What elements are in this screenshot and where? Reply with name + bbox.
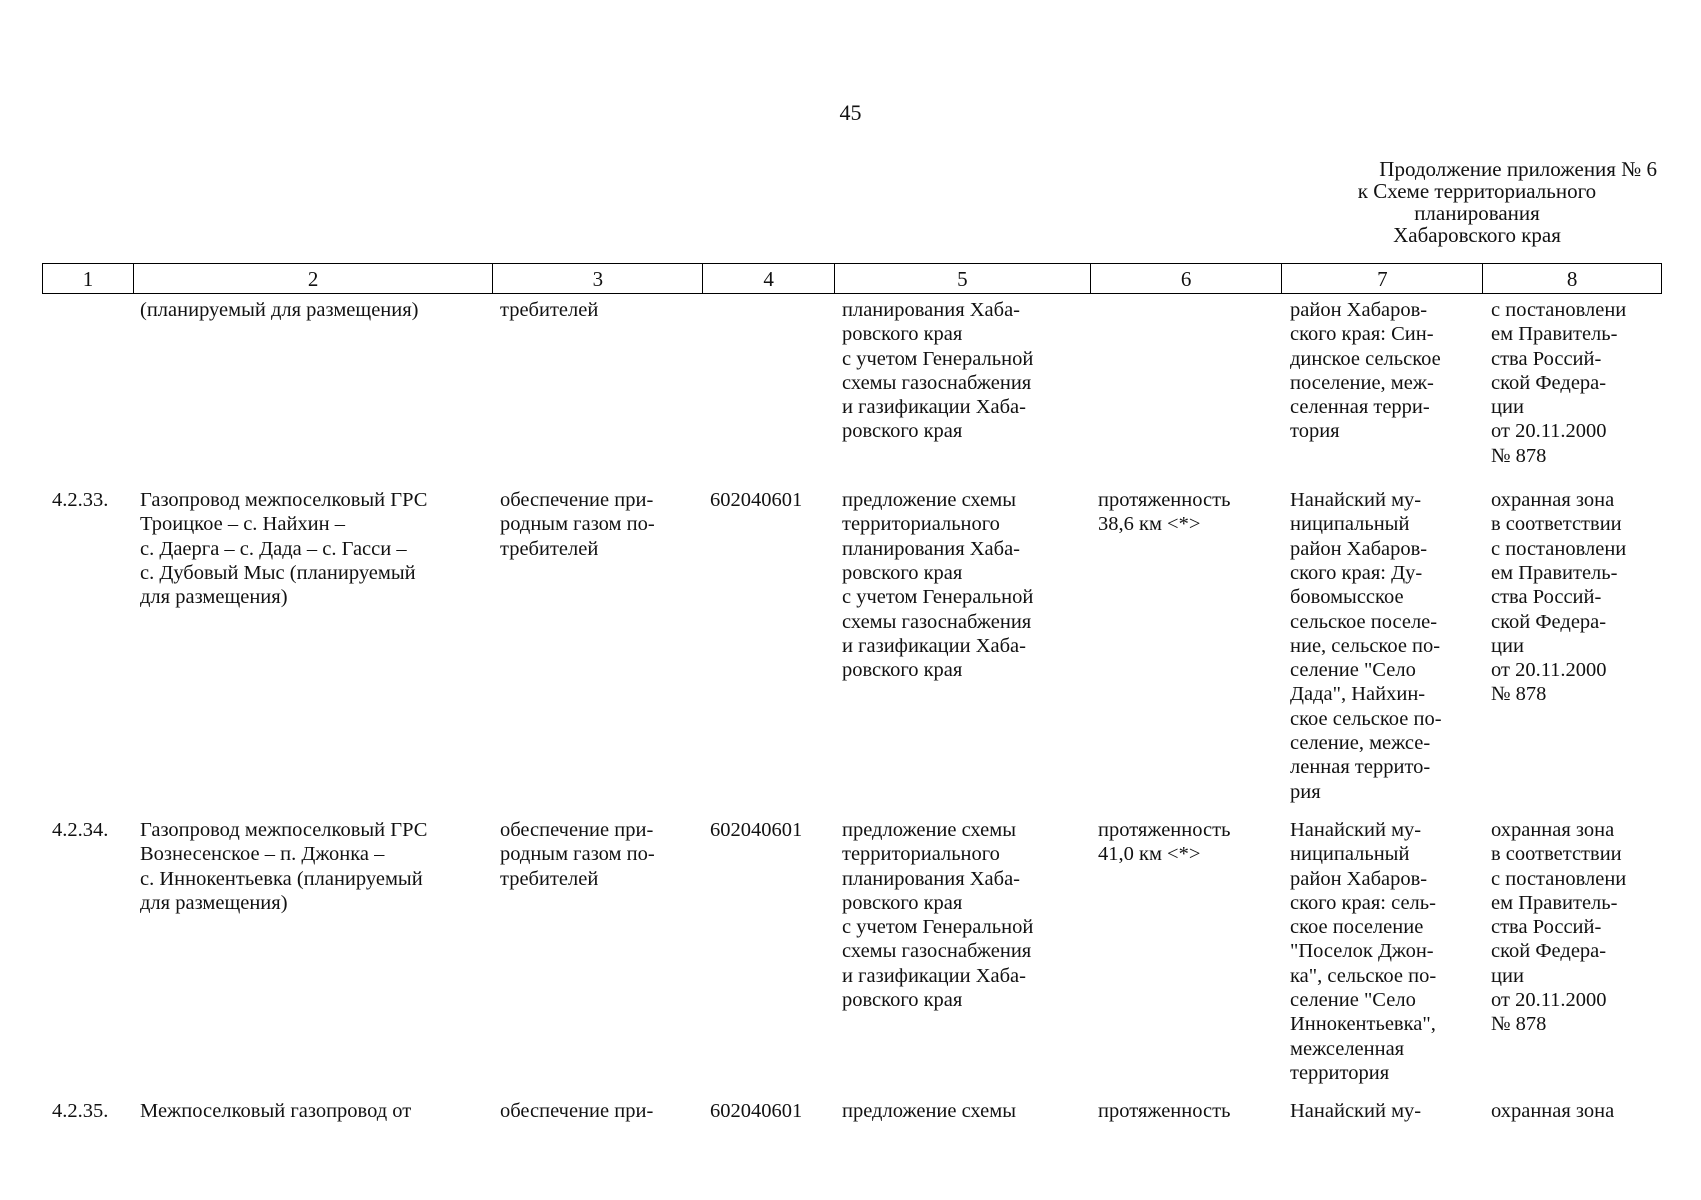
column-number-7: 7 (1281, 264, 1482, 293)
column-number-8: 8 (1482, 264, 1661, 293)
object-characteristics (1090, 298, 1282, 468)
column-number-2: 2 (133, 264, 493, 293)
object-name: Газопровод межпоселковый ГРС Вознесенское – п. Джонка – с. Иннокентьевка (планируемый для размещения) (140, 818, 428, 914)
object-purpose: обеспечение при- родным газом по- требителей (500, 489, 655, 560)
placement-basis: предложение схемы (842, 1100, 1017, 1123)
object-purpose: требителей (500, 299, 599, 321)
object-code (702, 298, 834, 468)
row-number: 4.2.33. (52, 489, 109, 512)
placement-basis: планирования Хаба- ровского края с учетом Генеральной схемы газоснабжения и газификации Хаба- ровского края (842, 299, 1034, 443)
table-row (42, 818, 1662, 1085)
table-body (42, 298, 1662, 1124)
object-location: Нанайский му- ниципальный район Хабаров- ского края: сель- ское поселение "Поселок Джон- ка", сельское по- селение "Село Иннокентьевка", межселенная территория (1290, 818, 1437, 1084)
column-number-3: 3 (492, 264, 702, 293)
appendix-header-line-1: Продолжение приложения № 6 (1379, 157, 1657, 181)
placement-basis: предложение схемы территориального планирования Хаба- ровского края с учетом Генеральной схемы газоснабжения и газификации Хаба- ровского края (842, 489, 1034, 682)
appendix-header-line-4: Хабаровского края (1393, 223, 1561, 247)
object-code: 602040601 (710, 1100, 803, 1123)
object-name: (планируемый для размещения) (140, 299, 419, 321)
row-number (42, 298, 132, 468)
column-number-1: 1 (82, 266, 94, 291)
table-row (42, 298, 1662, 468)
table-row (42, 1099, 1662, 1123)
column-number-5: 5 (834, 264, 1090, 293)
row-number: 4.2.34. (52, 818, 109, 841)
zone-info: охранная зона (1491, 1100, 1615, 1123)
object-characteristics: протяженность (1098, 1100, 1231, 1123)
zone-info: с постановлени ем Правитель- ства Россий- ской Федера- ции от 20.11.2000 № 878 (1491, 299, 1627, 467)
object-purpose: обеспечение при- родным газом по- требителей (500, 818, 655, 890)
appendix-header-line-2: к Схеме территориального (1357, 179, 1597, 203)
placement-basis: предложение схемы территориального планирования Хаба- ровского края с учетом Генеральной схемы газоснабжения и газификации Хаба- ровского края (842, 818, 1034, 1012)
row-number: 4.2.35. (52, 1100, 109, 1123)
object-name: Газопровод межпоселковый ГРС Троицкое – с. Найхин – с. Даерга – с. Дада – с. Гасси – с. Дубовый Мыс (планируемый для размещения) (140, 489, 428, 609)
zone-info: охранная зона в соответствии с постановлени ем Правитель- ства Россий- ской Федера- ции от 20.11.2000 № 878 (1491, 818, 1627, 1036)
column-number-header (42, 263, 1662, 294)
appendix-header-line-3: планирования (1414, 201, 1540, 225)
table-row (42, 488, 1662, 804)
column-number-6: 6 (1090, 264, 1282, 293)
object-code: 602040601 (710, 818, 803, 841)
object-location: район Хабаров- ского края: Син- динское сельское поселение, меж- селенная терри- тория (1290, 299, 1441, 443)
column-number-4: 4 (702, 264, 834, 293)
object-name: Межпоселковый газопровод от (140, 1100, 412, 1123)
object-location: Нанайский му- (1290, 1100, 1422, 1123)
object-location: Нанайский му- ниципальный район Хабаров- ского края: Ду- бовомысское сельское поселе- ние, сельское по- селение "Село Дада", Найхин- ское сельское по- селение, межсе- ленная террито- рия (1290, 489, 1442, 803)
object-purpose: обеспечение при- (500, 1100, 654, 1123)
page-number: 45 (839, 100, 862, 125)
appendix-header (1297, 158, 1657, 246)
zone-info: охранная зона в соответствии с постановлени ем Правитель- ства Россий- ской Федера- ции от 20.11.2000 № 878 (1491, 489, 1627, 706)
object-characteristics: протяженность 38,6 км <*> (1098, 489, 1231, 536)
object-code: 602040601 (710, 489, 803, 512)
object-characteristics: протяженность 41,0 км <*> (1098, 818, 1231, 866)
